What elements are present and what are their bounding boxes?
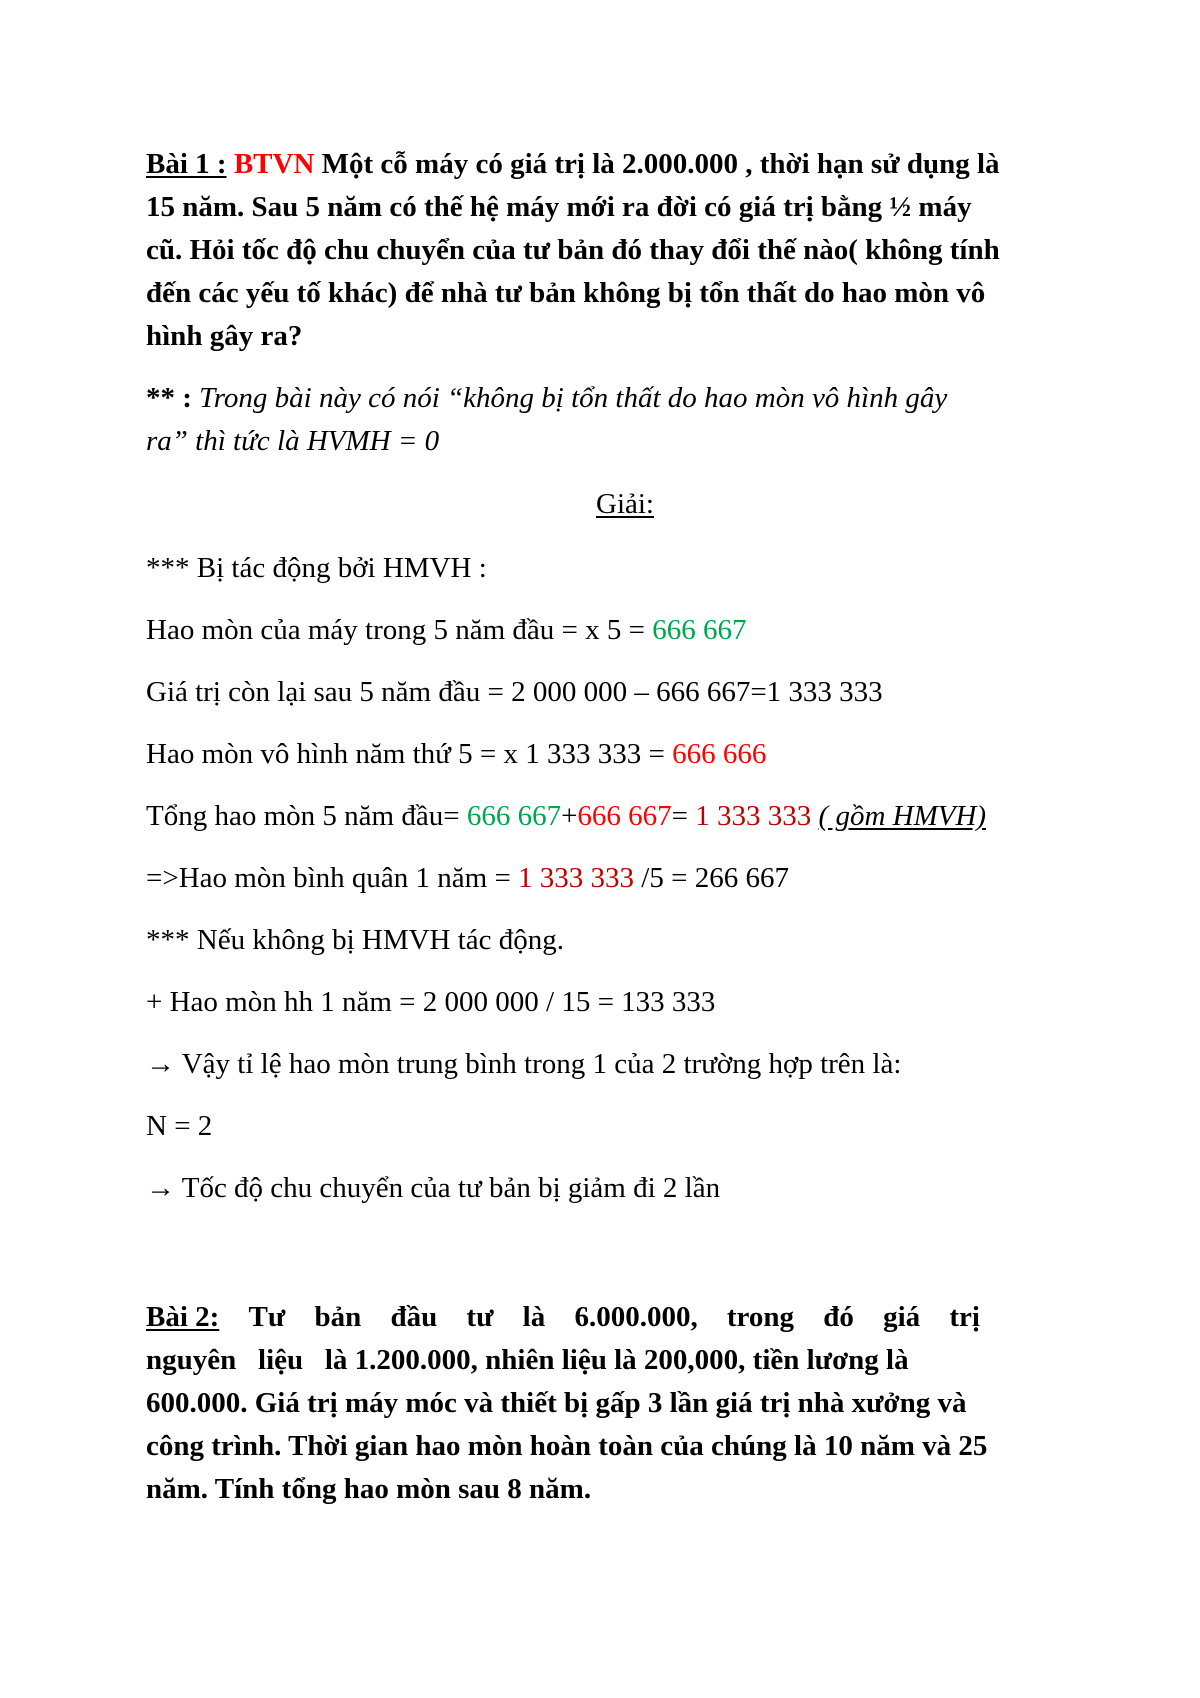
- wear-5-years-value: 666 667: [652, 614, 747, 646]
- note-prefix: ** :: [146, 382, 200, 414]
- bai2-word: Tư: [248, 1301, 286, 1333]
- arrow-right-icon: →: [146, 1048, 175, 1080]
- invisible-wear-value: 666 666: [672, 738, 767, 770]
- case1-title: *** Bị tác động bởi HMVH :: [146, 552, 487, 584]
- average-wear-value: 1 333 333: [518, 862, 635, 894]
- average-wear-prefix: =>Hao mòn bình quân 1 năm =: [146, 862, 519, 894]
- solution-heading: Giải:: [596, 488, 654, 520]
- bai2-word: là: [522, 1301, 546, 1333]
- bai2-line-2: nguyên liệu là 1.200.000, nhiên liệu là 200,000, tiền lương là: [146, 1344, 909, 1376]
- note-text-1: Trong bài này có nói “không bị tổn thất do hao mòn vô hình gây: [199, 382, 948, 414]
- total-wear-prefix: Tổng hao mòn 5 năm đầu=: [146, 800, 467, 832]
- bai2-word: 6.000.000,: [574, 1301, 698, 1333]
- total-wear-b: 666 667: [577, 800, 672, 832]
- bai1-line-4: đến các yếu tố khác) để nhà tư bản không bị tổn thất do hao mòn vô: [146, 277, 986, 309]
- total-wear-eq: =: [671, 800, 696, 832]
- bai2-word: trong: [726, 1301, 795, 1333]
- invisible-wear: [146, 737, 766, 771]
- bai1-label: Bài 1 :: [146, 148, 227, 180]
- conclusion-line: [146, 1171, 720, 1205]
- bai1-line-2: 15 năm. Sau 5 năm có thế hệ máy mới ra đời có giá trị bằng ½ máy: [146, 191, 972, 223]
- bai2-line-4: công trình. Thời gian hao mòn hoàn toàn của chúng là 10 năm và 25: [146, 1430, 988, 1462]
- bai1-tag: BTVN: [233, 148, 315, 180]
- conclusion-text: Tốc độ chu chuyển của tư bản bị giảm đi 2 lần: [175, 1172, 721, 1204]
- bai2-word: đầu: [390, 1301, 438, 1333]
- ratio-line: [146, 1047, 901, 1081]
- bai1-text-1: Một cỗ máy có giá trị là 2.000.000 , thời hạn sử dụng là: [314, 148, 1000, 180]
- bai2-line-3: 600.000. Giá trị máy móc và thiết bị gấp 3 lần giá trị nhà xưởng và: [146, 1387, 967, 1419]
- total-wear: [146, 799, 986, 833]
- remaining-value: Giá trị còn lại sau 5 năm đầu = 2 000 000 – 666 667=1 333 333: [146, 676, 883, 708]
- bai1-line-5: hình gây ra?: [146, 320, 303, 352]
- bai2-word: giá: [883, 1301, 921, 1333]
- bai1-line-3: cũ. Hỏi tốc độ chu chuyển của tư bản đó thay đổi thế nào( không tính: [146, 234, 1000, 266]
- bai2-word: bản: [314, 1301, 362, 1333]
- solution-heading-row: [0, 487, 1200, 521]
- bai2-word: đó: [823, 1301, 854, 1333]
- total-wear-plus: +: [561, 800, 578, 832]
- total-wear-a: 666 667: [466, 800, 562, 832]
- case2-title: *** Nếu không bị HMVH tác động.: [146, 924, 565, 956]
- note-line-1: [146, 381, 947, 415]
- note-line-2: ra” thì tức là HVMH = 0: [146, 425, 440, 457]
- total-wear-note: ( gồm HMVH): [818, 800, 987, 832]
- bai2-label: Bài 2:: [146, 1301, 220, 1333]
- ratio-text: Vậy tỉ lệ hao mòn trung bình trong 1 của 2 trường hợp trên là:: [175, 1048, 902, 1080]
- arrow-right-icon: →: [146, 1172, 175, 1204]
- total-wear-result: 1 333 333: [695, 800, 812, 832]
- tangible-wear: + Hao mòn hh 1 năm = 2 000 000 / 15 = 133 333: [146, 986, 716, 1018]
- wear-5-years-text: Hao mòn của máy trong 5 năm đầu = x 5 =: [146, 614, 653, 646]
- invisible-wear-text: Hao mòn vô hình năm thứ 5 = x 1 333 333 =: [146, 738, 673, 770]
- average-wear: [146, 861, 789, 895]
- wear-5-years: [146, 613, 747, 647]
- bai2-line-5: năm. Tính tổng hao mòn sau 8 năm.: [146, 1473, 592, 1505]
- bai2-line-1: [146, 1300, 980, 1334]
- n-value: N = 2: [146, 1110, 213, 1142]
- bai2-word: trị: [949, 1301, 980, 1333]
- average-wear-suffix: /5 = 266 667: [634, 862, 789, 894]
- bai2-word: tư: [466, 1301, 494, 1333]
- bai1-line-1: [146, 147, 1000, 181]
